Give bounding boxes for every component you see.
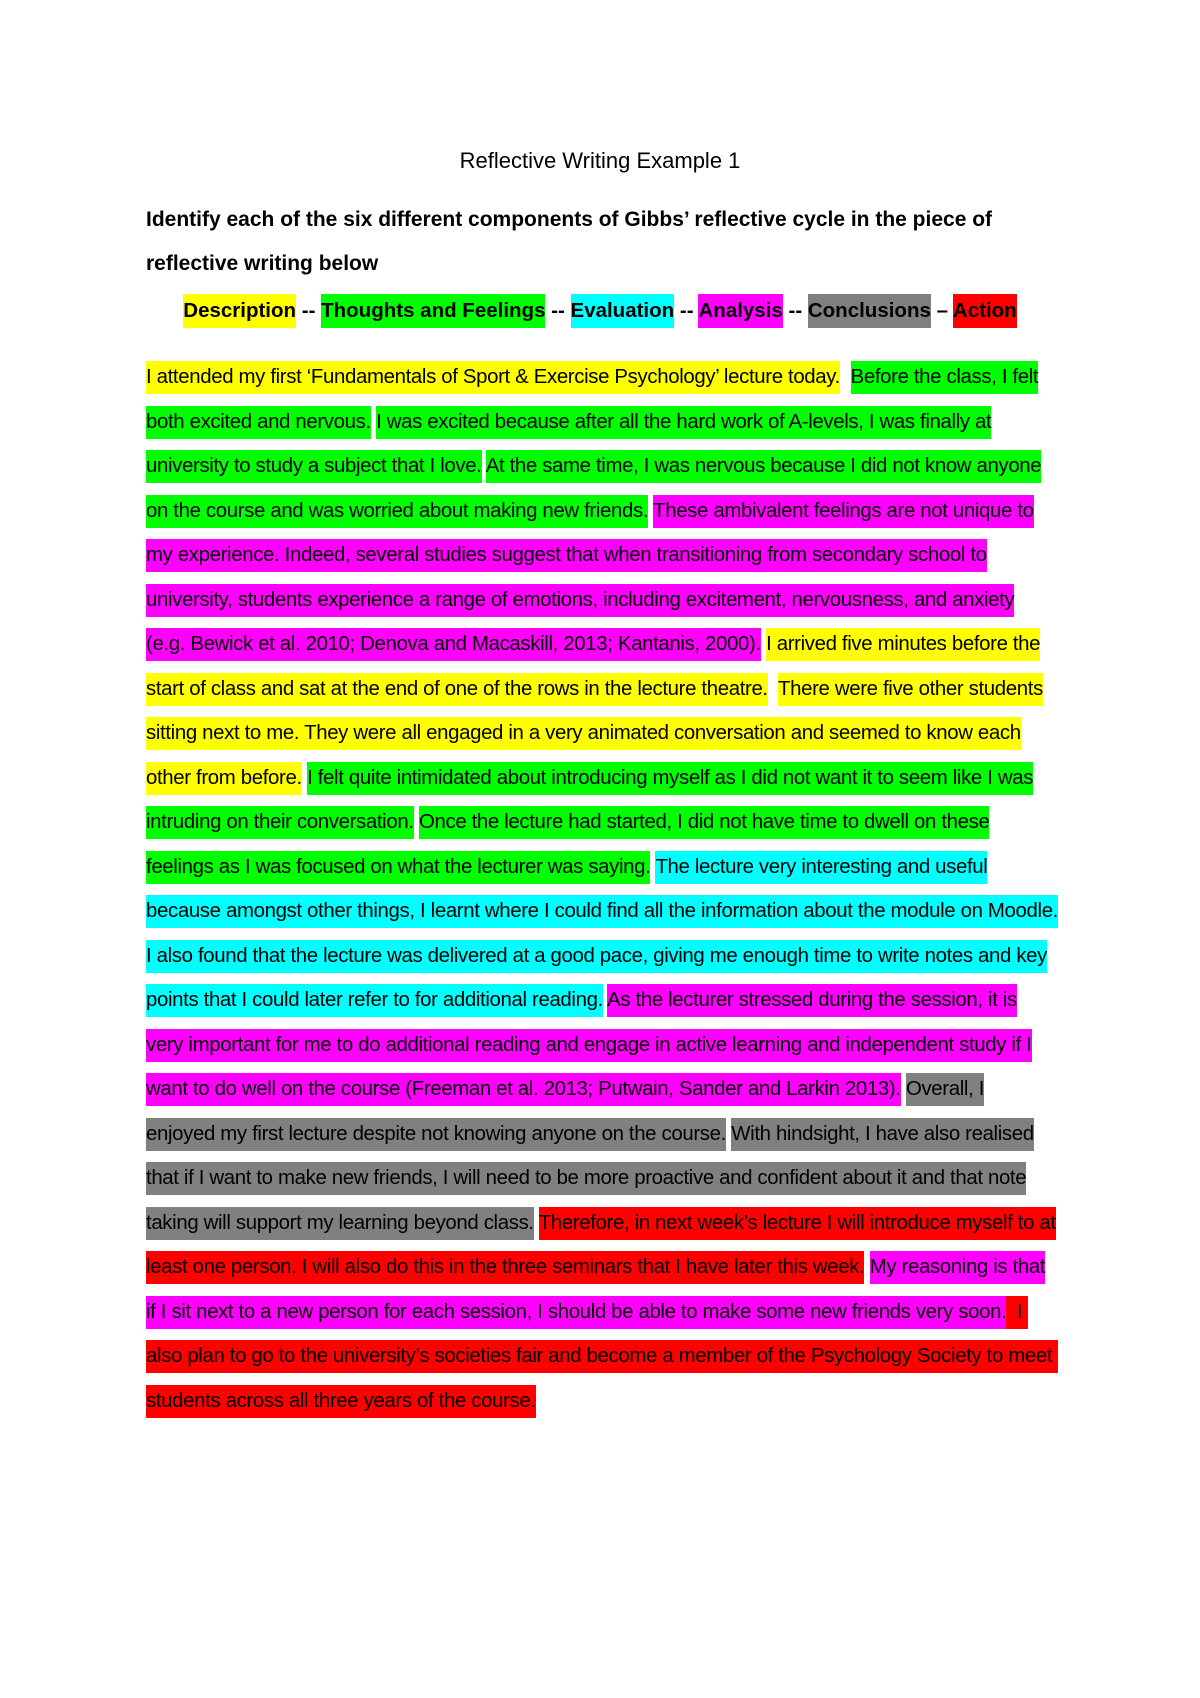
legend-description: Description	[183, 294, 296, 328]
feelings-segment: I was excited because after all the hard work of A-levels, I was finally at university to study a subject that I love.	[146, 406, 991, 484]
feelings-segment: At the same time, I was nervous because I did not know anyone on the course and was worried about making new friends.	[146, 450, 1041, 528]
legend-evaluation: Evaluation	[571, 294, 675, 328]
description-segment: I attended my first ‘Fundamentals of Sport & Exercise Psychology’ lecture today.	[146, 361, 840, 394]
document-title: Reflective Writing Example 1	[459, 148, 741, 173]
feelings-segment: Before the class, I felt both excited and nervous.	[146, 361, 1038, 439]
description-segment: There were five other students sitting next to me. They were all engaged in a very animated conversation and seemed to know each other from before.	[146, 673, 1043, 795]
legend-separator: --	[674, 299, 699, 322]
feelings-segment: Once the lecture had started, I did not have time to dwell on these feelings as I was focused on what the lecturer was saying.	[146, 806, 989, 884]
instructions-text: Identify each of the six different components of Gibbs’ reflective cycle in the piece of reflective writing below	[146, 208, 993, 275]
plain-space	[840, 366, 851, 388]
analysis-segment: As the lecturer stressed during the session, it is very important for me to do additional reading and engage in active learning and independent study if I want to do well on the course (Freeman et al. 2013; Putwain, Sander and Larkin 2013).	[146, 984, 1032, 1106]
conclusions-segment: With hindsight, I have also realised that if I want to make new friends, I will need to be more proactive and confident about it and that note taking will support my learning beyond class.	[146, 1118, 1034, 1240]
plain-space	[768, 678, 778, 700]
legend-analysis: Analysis	[698, 294, 782, 328]
legend-conclusions: Conclusions	[808, 294, 931, 328]
legend-action: Action	[953, 294, 1017, 328]
reflective-passage	[146, 355, 1058, 1423]
legend-separator: --	[782, 299, 808, 322]
action-segment: I also plan to go to the university’s societies fair and become a member of the Psychology Society to meet students across all three years of the course.	[146, 1296, 1058, 1418]
action-segment: Therefore, in next week’s lecture I will introduce myself to at least one person. I will also do this in the three seminars that I have later this week.	[146, 1207, 1056, 1285]
conclusions-segment: Overall, I enjoyed my first lecture despite not knowing anyone on the course.	[146, 1073, 984, 1151]
legend-thoughts-and-feelings: Thoughts and Feelings	[321, 294, 545, 328]
description-segment: I arrived five minutes before the start of class and sat at the end of one of the rows in the lecture theatre.	[146, 628, 1040, 706]
color-legend	[0, 295, 1200, 327]
analysis-segment: These ambivalent feelings are not unique to my experience. Indeed, several studies suggest that when transitioning from secondary school to university, students experience a range of emotions, including excitement, nervousness, and anxiety (e.g. Bewick et al. 2010; Denova and Macaskill, 2013; Kantanis, 2000).	[146, 495, 1034, 662]
evaluation-segment: The lecture very interesting and useful because amongst other things, I learnt where I could find all the information about the module on Moodle. I also found that the lecture was delivered at a good pace, giving me enough time to write notes and key points that I could later refer to for additional reading.	[146, 851, 1058, 1018]
legend-separator: --	[296, 299, 322, 322]
plain-space	[534, 1212, 539, 1234]
feelings-segment: I felt quite intimidated about introducing myself as I did not want it to seem like I was intruding on their conversation.	[146, 762, 1033, 840]
plain-space	[864, 1256, 869, 1278]
legend-separator: --	[545, 299, 571, 322]
legend-separator: –	[930, 299, 953, 322]
analysis-segment: My reasoning is that if I sit next to a new person for each session, I should be able to make some new friends very soon.	[146, 1251, 1045, 1329]
